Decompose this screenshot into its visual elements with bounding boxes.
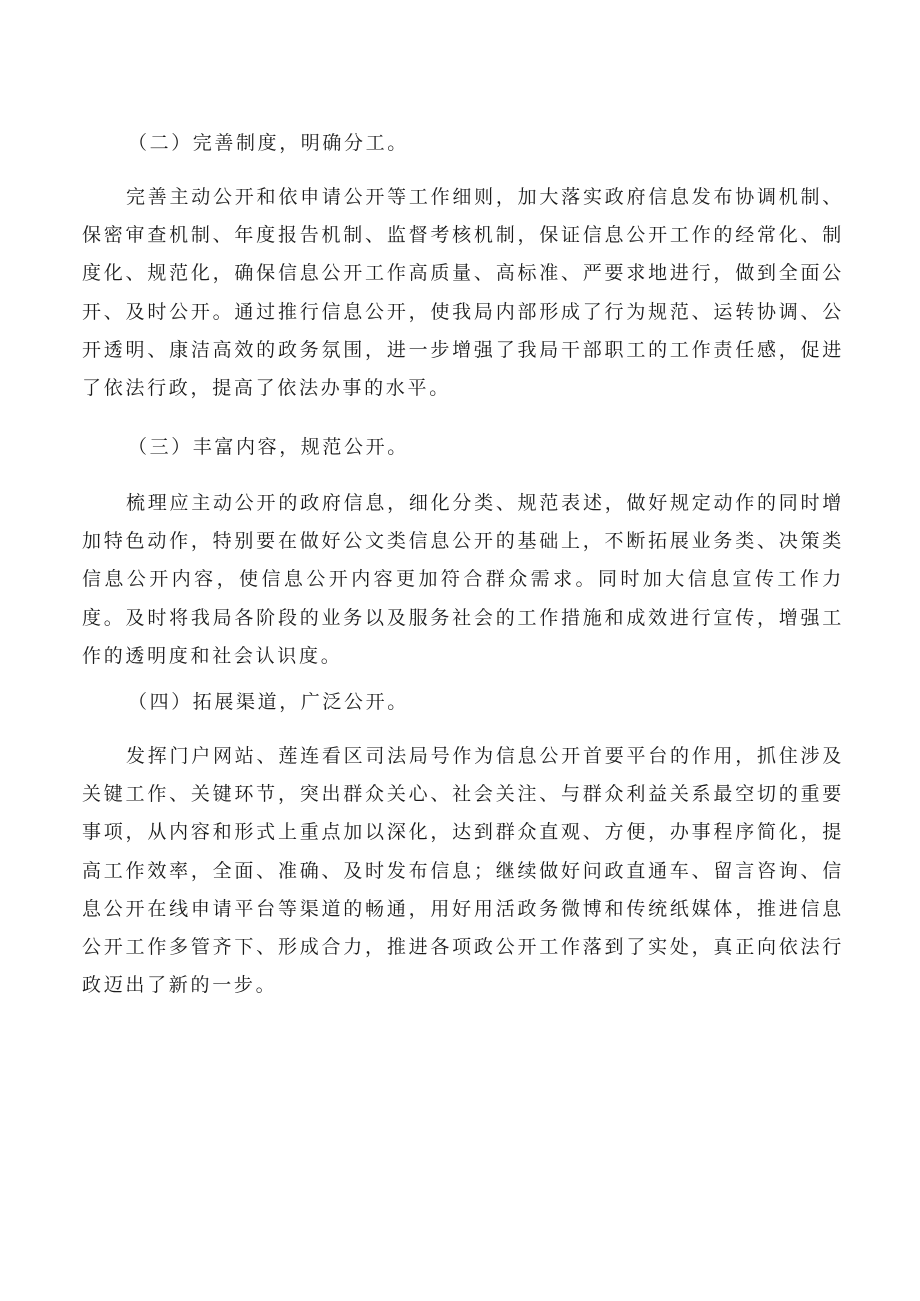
section-heading-4: （四）拓展渠道，广泛公开。 [128, 691, 409, 713]
section-body-4: 发挥门户网站、莲连看区司法局号作为信息公开首要平台的作用，抓住涉及关键工作、关键环节，突出群众关心、社会关注、与群众利益关系最空切的重要事项，从内容和形式上重点加以深化，达到群众直观、方便，办事程序简化，提高工作效率，全面、准确、及时发布信息；继续做好问政直通车、留言咨询、信息公开在线申请平台等渠道的畅通，用好用活政务微博和传统纸媒体，推进信息公开工作多管齐下、形成合力，推进各项政公开工作落到了实处，真正向依法行政迈出了新的一步。 [82, 745, 844, 997]
section-body-3: 梳理应主动公开的政府信息，细化分类、规范表述，做好规定动作的同时增加特色动作，特别要在做好公文类信息公开的基础上，不断拓展业务类、决策类信息公开内容，使信息公开内容更加符合群众需求。同时加大信息宣传工作力度。及时将我局各阶段的业务以及服务社会的工作措施和成效进行宣传，增强工作的透明度和社会认识度。 [82, 492, 844, 667]
section-heading-3: （三）丰富内容，规范公开。 [128, 436, 409, 458]
section-heading-2: （二）完善制度，明确分工。 [128, 132, 409, 154]
section-body-2: 完善主动公开和依申请公开等工作细则，加大落实政府信息发布协调机制、保密审查机制、年度报告机制、监督考核机制，保证信息公开工作的经常化、制度化、规范化，确保信息公开工作高质量、高标准、严要求地进行，做到全面公开、及时公开。通过推行信息公开，使我局内部形成了行为规范、运转协调、公开透明、康洁高效的政务氛围，进一步增强了我局干部职工的工作责任感，促进了依法行政，提高了依法办事的水平。 [82, 186, 844, 400]
